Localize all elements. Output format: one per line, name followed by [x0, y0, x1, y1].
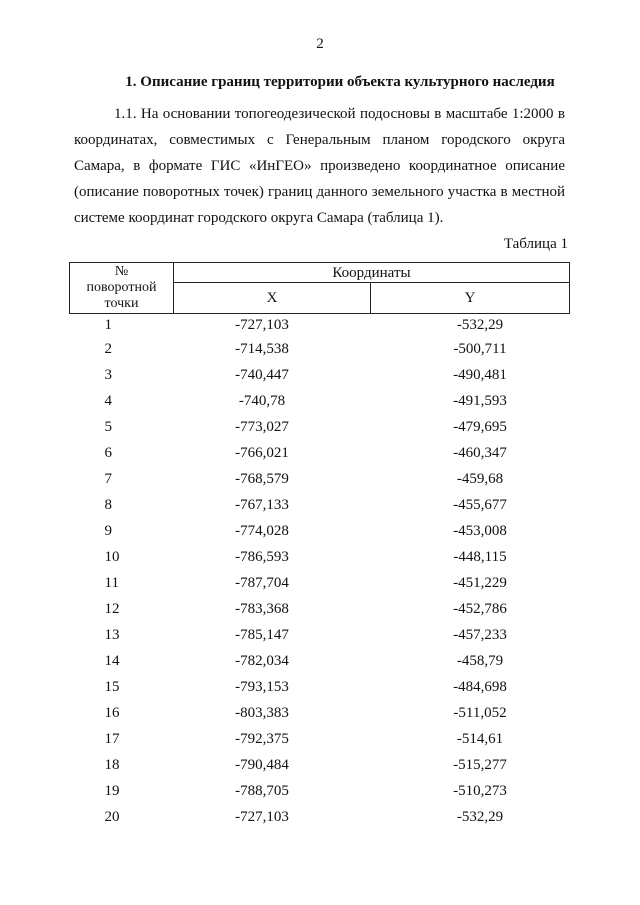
- table-row: [70, 596, 570, 622]
- point-number-cell: 16: [104, 705, 120, 721]
- point-number-cell: 2: [104, 341, 112, 357]
- y-coordinate-cell: -532,29: [456, 317, 504, 333]
- y-coordinate-cell: -459,68: [456, 471, 504, 487]
- x-coordinate-cell: -767,133: [235, 497, 289, 513]
- coordinates-table-body: [70, 314, 570, 831]
- y-coordinate-cell: -515,277: [453, 757, 507, 773]
- y-coordinate-cell: -458,79: [456, 653, 504, 669]
- section-heading: 1. Описание границ территории объекта культурного наследия: [125, 74, 555, 90]
- table-row: [70, 622, 570, 648]
- table-row: [70, 804, 570, 830]
- point-number-header-line3: точки: [104, 296, 139, 311]
- x-coordinate-cell: -714,538: [235, 341, 289, 357]
- x-coordinate-cell: -740,78: [238, 393, 286, 409]
- table-row: [70, 336, 570, 362]
- y-coordinate-cell: -511,052: [453, 705, 507, 721]
- table-caption: Таблица 1: [503, 236, 568, 252]
- y-coordinate-cell: -490,481: [453, 367, 507, 383]
- x-coordinate-cell: -727,103: [235, 317, 289, 333]
- y-column-header: Y: [371, 283, 570, 314]
- y-coordinate-cell: -452,786: [453, 601, 507, 617]
- table-row: [70, 544, 570, 570]
- x-column-header: X: [174, 283, 371, 314]
- table-row: [70, 492, 570, 518]
- x-coordinate-cell: -783,368: [235, 601, 289, 617]
- coordinates-table: [69, 262, 570, 830]
- table-row: [70, 700, 570, 726]
- y-coordinate-cell: -500,711: [453, 341, 507, 357]
- x-coordinate-cell: -773,027: [235, 419, 289, 435]
- point-number-cell: 19: [104, 783, 120, 799]
- point-number-header-line2: поворотной: [86, 280, 157, 295]
- table-row: [70, 362, 570, 388]
- point-number-cell: 15: [104, 679, 120, 695]
- point-number-header-line1: №: [114, 264, 129, 279]
- table-row: [70, 648, 570, 674]
- point-number-cell: 11: [104, 575, 119, 591]
- table-row: [70, 674, 570, 700]
- y-coordinate-cell: -460,347: [453, 445, 507, 461]
- table-row: [70, 570, 570, 596]
- x-coordinate-cell: -786,593: [235, 549, 289, 565]
- y-coordinate-cell: -451,229: [453, 575, 507, 591]
- table-row: [70, 440, 570, 466]
- point-number-cell: 13: [104, 627, 120, 643]
- point-number-cell: 7: [104, 471, 112, 487]
- coordinates-group-header: Координаты: [174, 263, 570, 283]
- x-coordinate-cell: -790,484: [235, 757, 289, 773]
- y-coordinate-cell: -510,273: [453, 783, 507, 799]
- table-row: [70, 518, 570, 544]
- x-coordinate-cell: -727,103: [235, 809, 289, 825]
- point-number-cell: 20: [104, 809, 120, 825]
- x-coordinate-cell: -782,034: [235, 653, 289, 669]
- y-coordinate-cell: -453,008: [453, 523, 507, 539]
- point-number-cell: 4: [104, 393, 112, 409]
- y-coordinate-cell: -455,677: [453, 497, 507, 513]
- point-number-cell: 1: [104, 317, 112, 333]
- table-row: [70, 752, 570, 778]
- point-number-cell: 10: [104, 549, 120, 565]
- x-coordinate-cell: -768,579: [235, 471, 289, 487]
- table-row: [70, 414, 570, 440]
- x-coordinate-cell: -792,375: [235, 731, 289, 747]
- point-number-cell: 5: [104, 419, 112, 435]
- x-coordinate-cell: -787,704: [235, 575, 289, 591]
- y-coordinate-cell: -448,115: [453, 549, 507, 565]
- table-row: [70, 314, 570, 337]
- page-number: 2: [316, 36, 324, 52]
- y-coordinate-cell: -514,61: [456, 731, 504, 747]
- x-coordinate-cell: -766,021: [235, 445, 289, 461]
- x-coordinate-cell: -785,147: [235, 627, 289, 643]
- y-coordinate-cell: -491,593: [453, 393, 507, 409]
- point-number-cell: 14: [104, 653, 120, 669]
- body-paragraph: 1.1. На основании топогеодезической подосновы в масштабе 1:2000 в координатах, совместимых с Генеральным планом городского округа Самара, в формате ГИС «ИнГЕО» произведено координатное описание (описание поворотных точек) границ данного земельного участка в местной системе координат городского округа Самара (таблица 1).: [74, 106, 565, 226]
- point-number-cell: 3: [104, 367, 112, 383]
- point-number-cell: 9: [104, 523, 112, 539]
- y-coordinate-cell: -532,29: [456, 809, 504, 825]
- table-row: [70, 466, 570, 492]
- table-row: [70, 726, 570, 752]
- x-coordinate-cell: -803,383: [235, 705, 289, 721]
- point-number-cell: 12: [104, 601, 120, 617]
- y-coordinate-cell: -484,698: [453, 679, 507, 695]
- point-number-cell: 17: [104, 731, 120, 747]
- y-coordinate-cell: -479,695: [453, 419, 507, 435]
- point-number-header: [70, 263, 174, 314]
- y-coordinate-cell: -457,233: [453, 627, 507, 643]
- point-number-cell: 6: [104, 445, 112, 461]
- table-row: [70, 388, 570, 414]
- x-coordinate-cell: -774,028: [235, 523, 289, 539]
- point-number-cell: 8: [104, 497, 112, 513]
- x-coordinate-cell: -788,705: [235, 783, 289, 799]
- table-row: [70, 778, 570, 804]
- point-number-cell: 18: [104, 757, 120, 773]
- x-coordinate-cell: -740,447: [235, 367, 289, 383]
- x-coordinate-cell: -793,153: [235, 679, 289, 695]
